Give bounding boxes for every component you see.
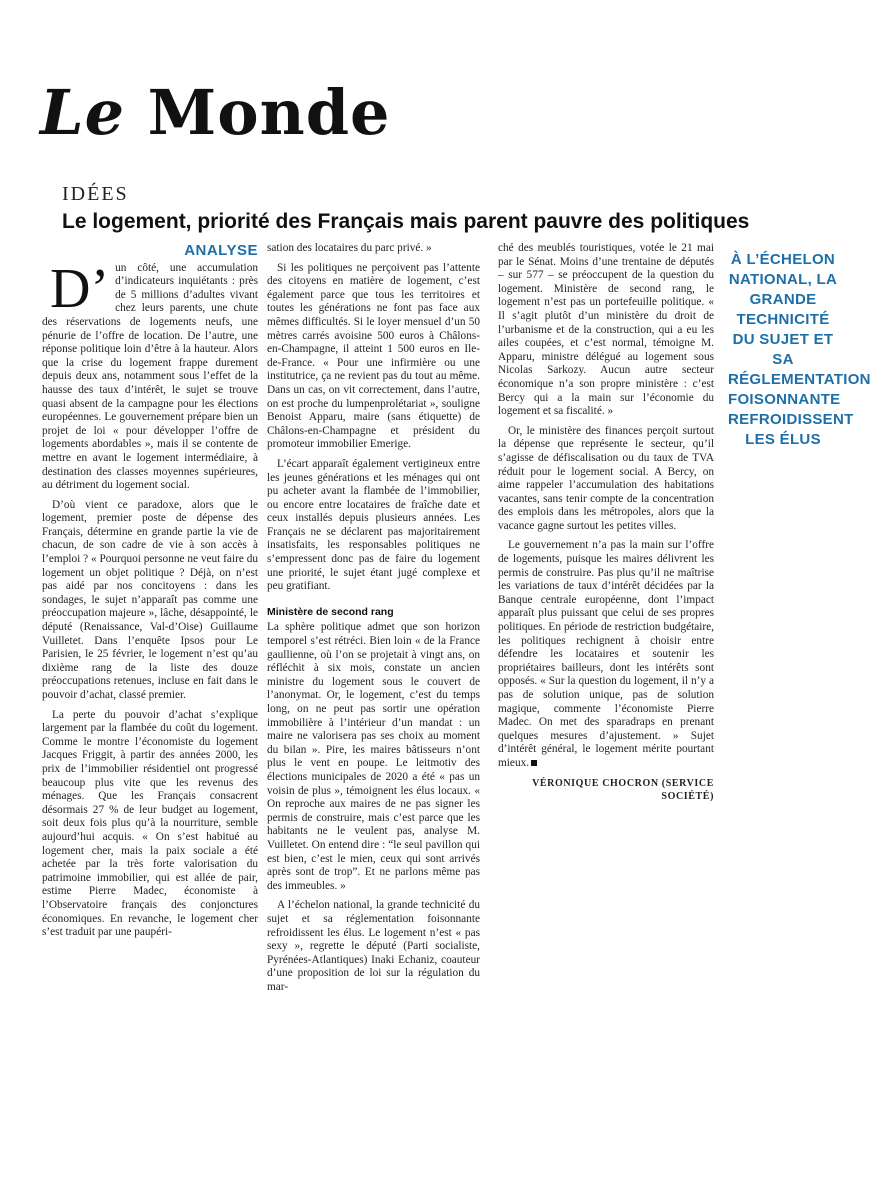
paragraph: un côté, une accumulation d’indicateurs inquiétants : près de 5 millions d’adultes vivant chez leurs parents, une chute des réservations de logements neufs, une pénurie de l’offre de location. De l’autre, une réponse politique loin d’être à la hauteur. Alors que la crise du logement frappe durement depuis deux ans, notamment sous l’effet de la hausse des taux d’intérêt, le sujet se trouve quasi absent de la campagne pour les élections européennes. Le gouvernement prépare bien un projet de loi « pour développer l’offre de logements abordables », mais il se contente de mettre en avant le logement intermédiaire, à destination des classes moyennes supérieures, au détriment du logement social. [42,261,258,492]
paragraph-text: Le gouvernement n’a pas la main sur l’offre de logements, puisque les maires délivrent les permis de construire. Pas plus qu’il ne maîtrise les variations de taux d’intérêt décidées par la Banque centrale européenne, dont l’impact apparaît plus puissant que celui de ses propres politiques. En période de restriction budgétaire, les politiques rechignent à choisir entre défendre les locataires et soutenir les propriétaires bailleurs, dont les intérêts sont opposés. « Sur la question du logement, il n’y a pas de solution unique, pas de solution magique, commente l’économiste Pierre Madec. On met des sparadraps en prenant quelques mesures d’ajustement. » Sujet d’intérêt général, le logement mérite pourtant mieux. [498,539,714,769]
pull-quote: À L’ÉCHELON NATIONAL, LA GRANDE TECHNICITÉ DU SUJET ET SA RÉGLEMENTATION FOISONNANTE REFROIDISSENT LES ÉLUS [728,251,871,448]
article-column-3 [498,242,714,804]
paragraph: Si les politiques ne perçoivent pas l’attente des citoyens en matière de logement, c’est également parce que tous les territoires et toutes les générations ne font pas face aux mêmes difficultés. Si le loyer mensuel d’un 50 mètres carrés avoisine 500 euros à Châlons-en-Champagne, il atteint 1 500 euros en Ile-de-France. « Pour une infirmière ou une institutrice, ça ne revient pas du tout au même. Dans un cas, on vit correctement, dans l’autre, on est proche du lumpenprolétariat », souligne Benoist Apparu, maire (sans étiquette) de Châlons-en-Champagne et président du promoteur immobilier Emerige. [267,261,480,451]
paragraph: sation des locataires du parc privé. » [267,242,432,254]
paragraph: D’où vient ce paradoxe, alors que le logement, premier poste de dépense des Français, détermine en grande partie la vie de chacun, de son cadre de vie à son accès à l’emploi ? « Pourquoi personne ne veut faire du logement un objet politique ? Déjà, on n’est pas aidé par nos concitoyens : dans les sondages, le sujet n’apparaît pas comme une préoccupation majeure », lâche, désappointé, le député (Renaissance, Val-d’Oise) Guillaume Vuilletet. Dans l’enquête Ipsos pour Le Parisien, le 25 février, le logement n’est qu’au dixième rang de la liste des douze préoccupations retenues, incluse en fait dans le pouvoir d’achat, classé premier. [42,498,258,701]
article-headline: Le logement, priorité des Français mais parent pauvre des politiques [62,210,750,233]
article-column-2 [267,242,480,1000]
paragraph: ché des meublés touristiques, votée le 21 mai par le Sénat. Moins d’une trentaine de députés – sur 577 – se préoccupent de la question du logement. Ministère de second rang, le logement n’est pas un portefeuille politique. « Il s’agit plutôt d’un ministère du droit de l’urbanisme et de la construction, qui a eu les ailes coupées, et c’est normal, témoigne M. Apparu, ministre délégué au logement sous Nicolas Sarkozy. Aucun autre secteur économique n’a son propre ministère : c’est Bercy qui a la main sur l’économie du logement et sa fiscalité. » [498,242,714,418]
paragraph: Or, le ministère des finances perçoit surtout la dépense que représente le secteur, qu’il s’agisse de défiscalisation ou du taux de TVA réduit pour le logement social. A Bercy, on aime rappeler l’accumulation des habitations vacantes, sans tenir compte de la concentration des emplois dans les métropoles, alors que la vacance gagne surtout les petites villes. [498,424,714,532]
masthead-word-1: Le [40,76,126,149]
author-byline: VÉRONIQUE CHOCRON (SERVICE SOCIÉTÉ) [532,777,714,803]
drop-cap: D’ [50,257,110,320]
paragraph: La perte du pouvoir d’achat s’explique largement par la flambée du coût du logement. Comme le montre l’économiste du logement Jacques Friggit, à partir des années 2000, les prix de l’immobilier résidentiel ont progressé beaucoup plus vite que les revenus des ménages. Que les Français consacrent désormais 27 % de leur budget au logement, soit deux fois plus qu’à la nourriture, semble aujourd’hui acquis. « On s’est habitué au logement cher, mais la paix sociale a été achetée par la très forte valorisation du patrimoine immobilier, qui est allée de pair, estime Pierre Madec, économiste à l’Observatoire français des conjonctures économiques. En revanche, le logement cher s’est traduit par une paupéri- [42,708,258,939]
paragraph: A l’échelon national, la grande technicité du sujet et sa réglementation foisonnante refroidissent les élus. Le logement n’est « pas sexy », regrette le député (Parti socialiste, Pyrénées-Atlantiques) Inaki Echaniz, coauteur d’une proposition de loi sur la régulation du mar- [267,899,480,993]
subheading: Ministère de second rang [267,605,394,618]
article-column-1 [42,242,258,946]
paragraph [498,539,714,770]
masthead-word-2: Monde [147,76,391,149]
masthead-logo [40,76,391,149]
section-rubric: IDÉES [62,183,129,205]
end-mark-icon [531,760,537,766]
paragraph: L’écart apparaît également vertigineux entre les jeunes générations et les ménages qui ont pu acheter avant la flambée de l’immobilier, ou encore entre locataires de fraîche date et ceux installés depuis plusieurs années. Les Français ne se déclarent pas majoritairement insatisfaits, les responsables politiques ne s’empressent donc pas de faire du logement une priorité, le sujet étant jugé complexe et peu gratifiant. [267,457,480,593]
article-kicker: ANALYSE [184,242,258,259]
paragraph: La sphère politique admet que son horizon temporel s’est rétréci. Bien loin « de la France gaullienne, où l’on se projetait à vingt ans, on réfléchit à six mois, constate un ancien ministre du logement sous le couvert de l’anonymat. Or, le logement, c’est du temps long, on ne peut pas sortir une opération immobilière à l’intérieur d’un mandat : un maire ne valorisera pas ses choix au moment du bilan ». Pire, les maires bâtisseurs n’ont plus le vent en poupe. Le leitmotiv des élections municipales de 2020 a été « pas un voisin de plus », témoignent les élus locaux. « On reproche aux maires de ne pas signer les permis de construire, mais c’est parce que les habitants ne le veulent pas, analyse M. Vuilletet. On entend dire : “le seul pavillon qui est bien, c’est le mien, ceux qui sont arrivés après sont de trop”. Et ne parlons même pas des immeubles. » [267,621,480,892]
